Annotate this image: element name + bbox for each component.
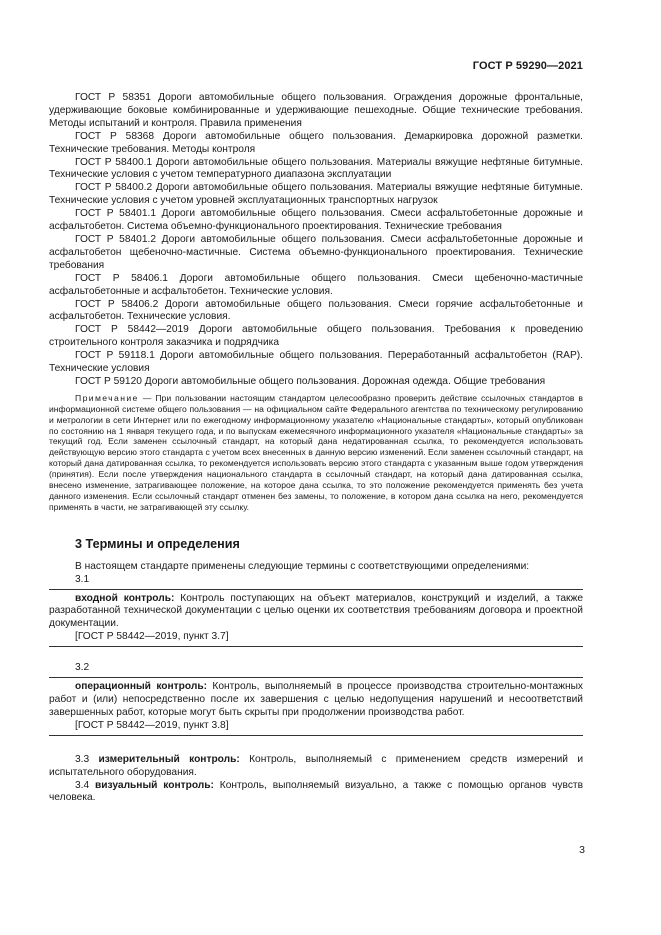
reference-item: ГОСТ Р 58401.2 Дороги автомобильные общего пользования. Смеси асфальтобетонные дорожные и асфальтобетон щебеночно-мастичные. Система объемно-функционального проектирования. Технические требования (49, 233, 583, 271)
document-header: ГОСТ Р 59290—2021 (472, 60, 583, 72)
reference-item: ГОСТ Р 58442—2019 Дороги автомобильные общего пользования. Требования к проведению строительного контроля заказчика и подрядчика (49, 324, 583, 349)
term-name: операционный контроль: (75, 681, 207, 693)
reference-item: ГОСТ Р 58368 Дороги автомобильные общего пользования. Демаркировка дорожной разметки. Технические требования. Методы контроля (49, 130, 583, 155)
term-box (49, 589, 583, 648)
term-number: 3.4 (75, 779, 96, 791)
term-number: 3.1 (75, 573, 90, 585)
term-name: измерительный контроль: (98, 753, 240, 765)
reference-item: ГОСТ Р 58406.2 Дороги автомобильные общего пользования. Смеси горячие асфальтобетонные и асфальтобетон. Технические условия. (49, 298, 583, 323)
term-3-4 (49, 780, 583, 806)
references-list (49, 92, 583, 389)
page-number: 3 (579, 844, 585, 856)
term-source: [ГОСТ Р 58442—2019, пункт 3.8] (75, 719, 229, 731)
reference-item: ГОСТ Р 59118.1 Дороги автомобильные общего пользования. Переработанный асфальтобетон (RAP). Технические условия (49, 350, 583, 375)
term-3-3 (49, 754, 583, 780)
note-paragraph (49, 393, 583, 513)
term-text: Контроль поступающих на объект материалов, конструкций и изделий, а также разработанной технической документации с целью оценки их соответствия требованиям договора и проектной документации. (49, 592, 583, 630)
term-name: входной контроль: (75, 592, 175, 604)
reference-item: ГОСТ Р 58400.2 Дороги автомобильные общего пользования. Материалы вяжущие нефтяные битумные. Технические условия с учетом уровней эксплуатационных транспортных нагрузок (49, 182, 583, 207)
term-source: [ГОСТ Р 58442—2019, пункт 3.7] (75, 631, 229, 643)
document-body (49, 92, 583, 805)
term-definition (49, 681, 583, 720)
term-definition (49, 593, 583, 632)
term-text: Контроль, выполняемый в процессе производства строительно-монтажных работ и (или) непосредственно после их завершения с целью недопущения нарушений и несоответствий завершенных работ, которые могут быть скрыты при продолжении производства работ. (49, 681, 583, 718)
term-box (49, 677, 583, 736)
term-number: 3.2 (75, 662, 90, 674)
reference-item: ГОСТ Р 58401.1 Дороги автомобильные общего пользования. Смеси асфальтобетонные дорожные и асфальтобетон. Система объемно-функционального проектирования. Технические требования (49, 208, 583, 233)
reference-item: ГОСТ Р 58351 Дороги автомобильные общего пользования. Ограждения дорожные фронтальные, удерживающие боковые комбинированные и удерживающие пешеходные. Общие технические требования. Методы испытаний и контроля. Правила применения (49, 92, 583, 129)
term-block-3-1 (49, 574, 583, 648)
note-label: Примечание (75, 392, 139, 403)
term-number: 3.3 (75, 753, 99, 765)
section-intro: В настоящем стандарте применены следующие термины с соответствующими определениями: (75, 560, 530, 572)
reference-item: ГОСТ Р 58406.1 Дороги автомобильные общего пользования. Смеси щебеночно-мастичные асфальтобетонные и асфальтобетон. Технические условия. (49, 272, 583, 297)
reference-item: ГОСТ Р 59120 Дороги автомобильные общего пользования. Дорожная одежда. Общие требования (75, 375, 546, 387)
term-block-3-2 (49, 662, 583, 736)
term-text: Контроль, выполняемый с применением средств измерений и испытательного оборудования. (49, 753, 584, 778)
term-text: Контроль, выполняемый визуально, а также с помощью органов чувств человека. (49, 779, 583, 804)
reference-item: ГОСТ Р 58400.1 Дороги автомобильные общего пользования. Материалы вяжущие нефтяные битумные. Технические условия с учетом температурного диапазона эксплуатации (49, 156, 583, 181)
term-name: визуальный контроль: (95, 779, 214, 791)
note-text: — При пользовании настоящим стандартом целесообразно проверить действие ссылочных стандартов в информационной системе общего пользования — на официальном сайте Федерального агентства по техническому регулированию и метрологии в сети Интернет или по ежегодному информационному указателю «Национальные стандарты», который опубликован по состоянию на 1 января текущего года, и по выпускам ежемесячного информационного указателя «Национальные стандарты» за текущий год. Если заменен ссылочный стандарт, на который дана недатированная ссылка, то рекомендуется использовать действующую версию этого стандарта с учетом всех внесенных в данную версию изменений. Если заменен ссылочный стандарт, на который дана датированная ссылка, то рекомендуется использовать версию этого стандарта с указанным выше годом утверждения (принятия). Если после утверждения национального стандарта в ссылочный стандарт, на который дана датированная ссылка, внесено изменение, затрагивающее положение, на которое дана ссылка, то это положение рекомендуется применять без учета данного изменения. Если ссылочный стандарт отменен без замены, то положение, в котором дана ссылка на него, рекомендуется применять в части, не затрагивающей эту ссылку. (49, 392, 583, 512)
section-heading: 3 Термины и определения (75, 536, 240, 551)
